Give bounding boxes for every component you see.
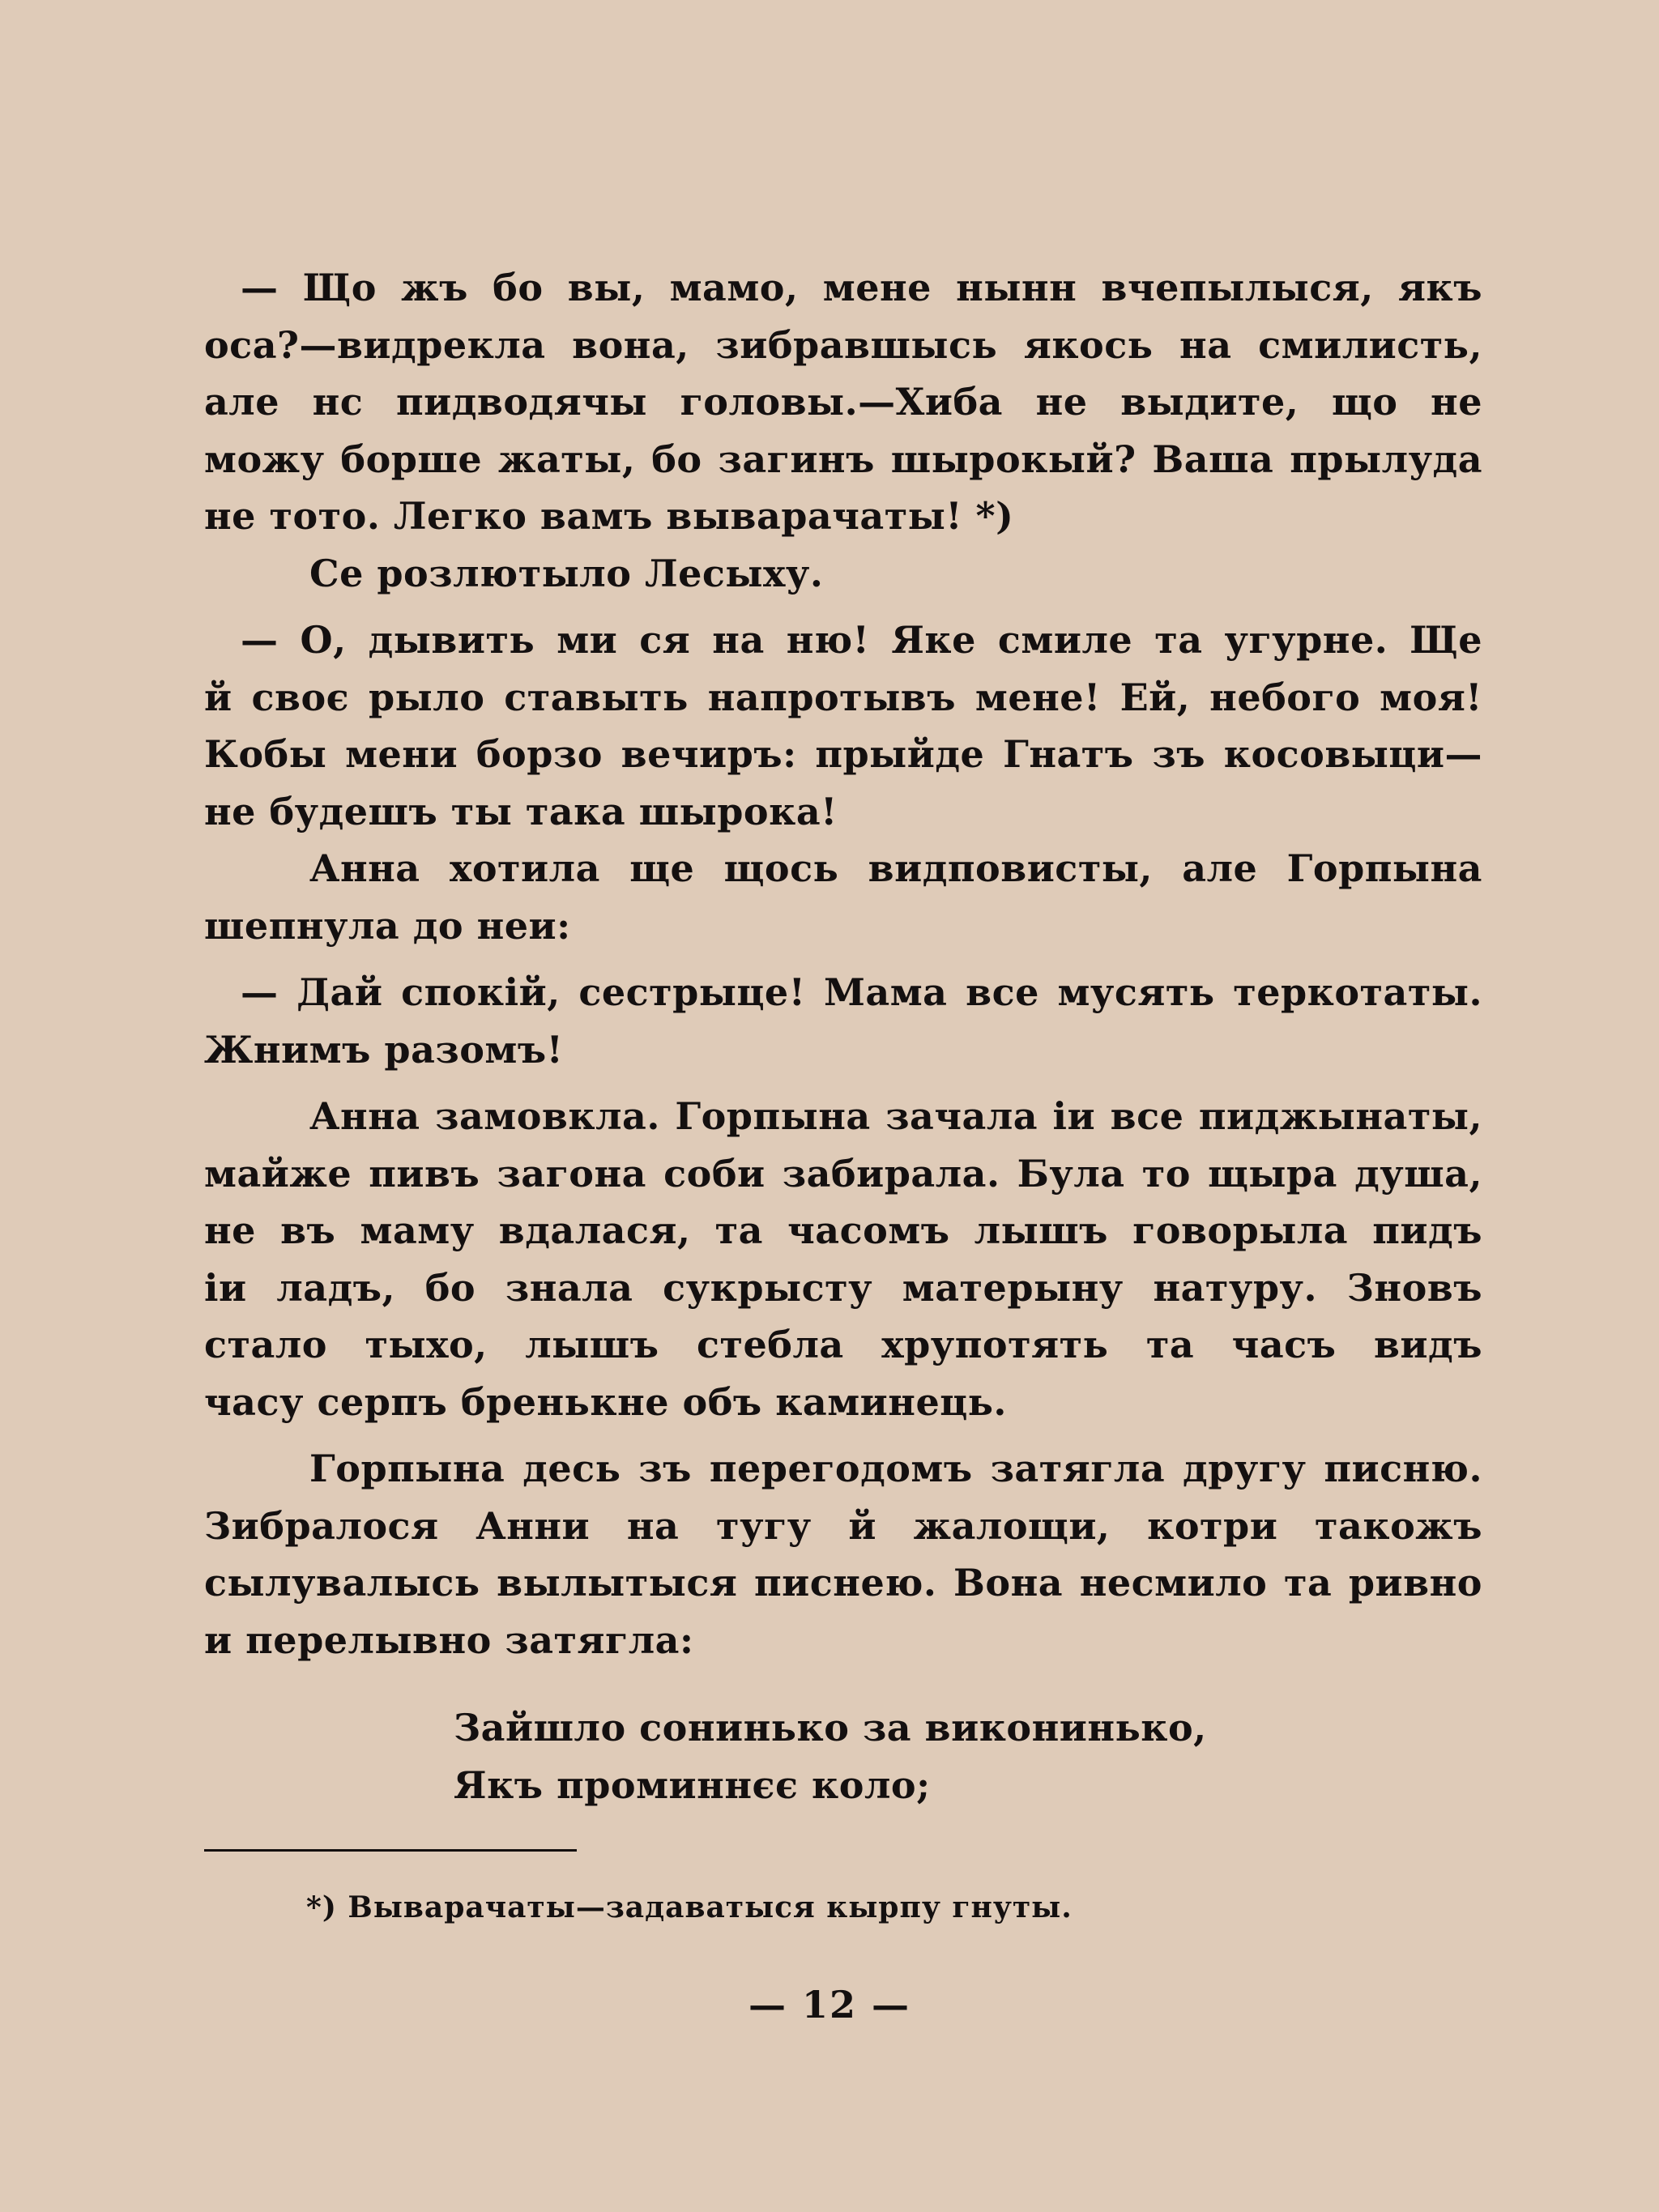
text-line: Кобы мени борзо вечиръ: прыйде Гнатъ зъ косовыци— — [204, 732, 1482, 776]
text-line: часу серпъ бренькне объ каминець. — [204, 1379, 1007, 1424]
text-line: Горпына десь зъ перегодомъ затягла другу писню. — [309, 1447, 1482, 1490]
text-line: майже пивъ загона соби забирала. Була то щыра душа, — [204, 1151, 1482, 1196]
text-line: Жнимъ разомъ! — [204, 1027, 564, 1072]
text-line: й своє рыло ставыть напротывъ мене! Ей, небого моя! — [204, 675, 1482, 719]
text-line: Анна замовкла. Горпына зачала іи все пиджынаты, — [309, 1094, 1482, 1138]
verse-block — [454, 1699, 1207, 1813]
text-line: стало тыхо, лышъ стебла хрупотять та часъ видъ — [204, 1323, 1482, 1366]
text-line: Се розлютыло Лесыху. — [309, 551, 824, 595]
text-line: шепнула до неи: — [204, 903, 571, 948]
text-line: и перелывно затягла: — [204, 1617, 694, 1662]
text-line: іи ладъ, бо знала сукрысту матерыну натуру. Зновъ — [204, 1265, 1482, 1310]
text-line: не будешъ ты така шырока! — [204, 789, 838, 833]
text-line: сылувалысь вылытыся писнею. Вона несмило та ривно — [204, 1561, 1482, 1605]
footnote-divider — [204, 1849, 577, 1852]
text-line: не тото. Легко вамъ вываpачаты! *) — [204, 494, 1014, 538]
text-line: можу борше жаты, бо загинъ шырокый? Ваша прылуда — [204, 437, 1482, 481]
text-line: але нс пидводячы головы.—Хиба не выдите, що не — [204, 380, 1482, 424]
text-line: — О, дывить ми ся на ню! Яке смиле та угурне. Ще — [241, 618, 1482, 662]
text-line: — Що жъ бо вы, мамо, мене нынн вчепылыся, якъ — [241, 266, 1482, 309]
page-number: — 12 — — [748, 1983, 911, 2027]
text-line: — Дай спокій, сестрыце! Мама все мусять теркотаты. — [241, 970, 1482, 1014]
footnote: *) Вывapачаты—задаватыся кырпу гнуты. — [306, 1890, 1073, 1924]
text-line: Анна хотила ще щось видповисты, але Горпына — [309, 846, 1482, 890]
text-line: не въ маму вдалася, та часомъ лышъ говорыла пидъ — [204, 1208, 1482, 1252]
body-text — [204, 259, 1482, 1669]
text-line: оса?—видрекла вона, зибравшысь якось на смилисть, — [204, 322, 1482, 367]
verse-line: Якъ проминнєє коло; — [454, 1762, 931, 1807]
verse-line: Зайшло сонинько за виконинько, — [454, 1706, 1207, 1750]
text-line: Зибралося Анни на тугу й жалощи, котри такожъ — [204, 1503, 1482, 1548]
